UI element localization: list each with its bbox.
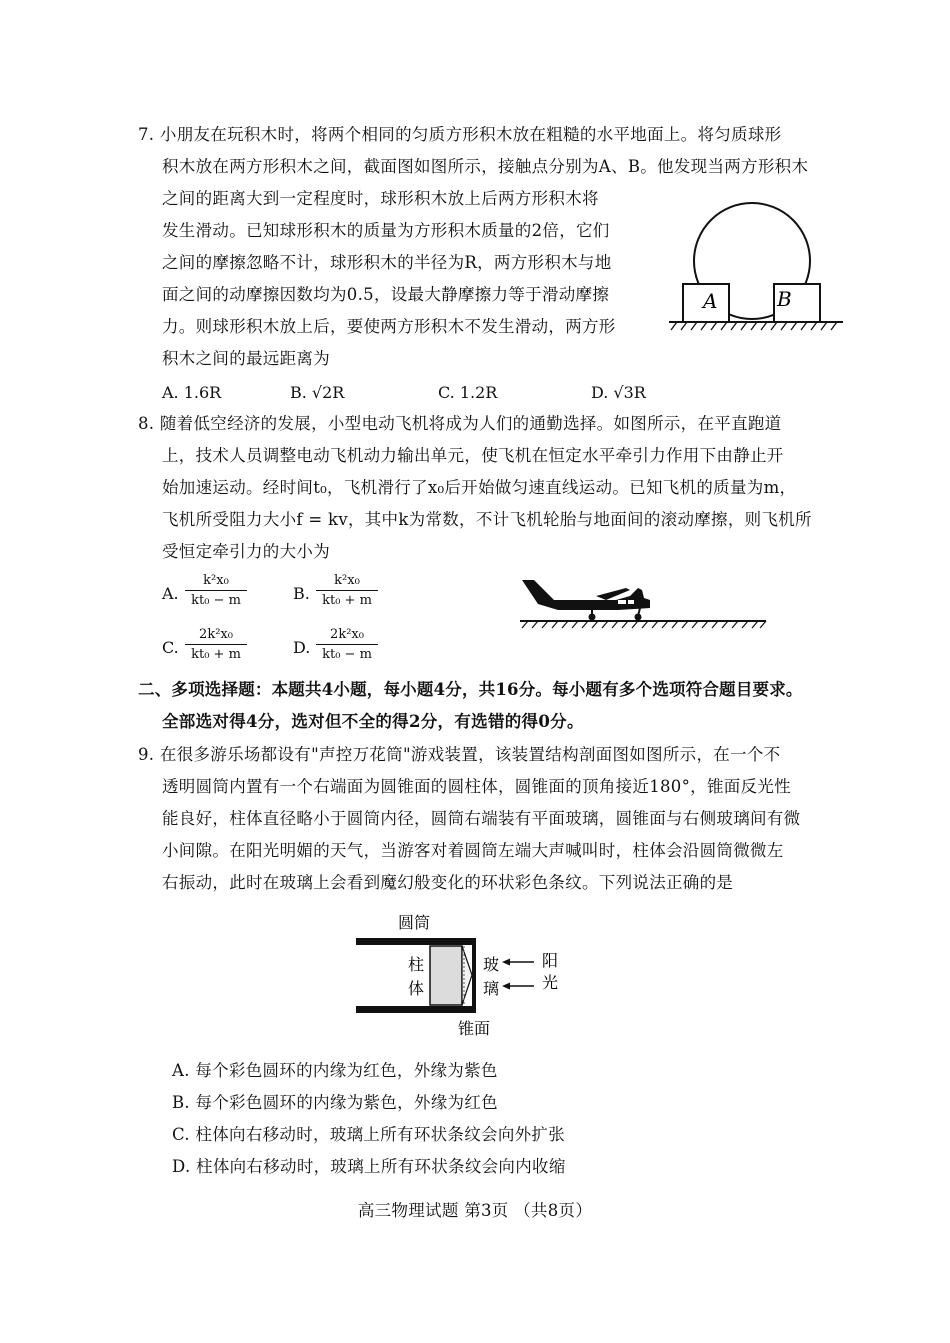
label-cylinder-2: 体: [408, 979, 425, 998]
section2-line-1: 二、多项选择题：本题共4小题，每小题4分，共16分。每小题有多个选项符合题目要求。: [138, 680, 803, 699]
q9-option-b: B. 每个彩色圆环的内缘为紫色，外缘为红色: [172, 1093, 498, 1112]
q8-option-d-fraction: [316, 626, 378, 663]
q8-option-d-label: D.: [293, 638, 311, 657]
label-tube: 圆筒: [398, 913, 431, 932]
cylinder-shape: [430, 946, 462, 1005]
q7-line-7: 力。则球形积木放上后，要使两方形积木不发生滑动，两方形: [162, 317, 616, 336]
tube-bottom-wall: [356, 1006, 474, 1013]
label-cylinder-1: 柱: [408, 955, 425, 974]
q9-option-c: C. 柱体向右移动时，玻璃上所有环状条纹会向外扩张: [172, 1125, 566, 1144]
label-cone: 锥面: [458, 1019, 491, 1038]
q8-c-denominator: kt₀ + m: [191, 647, 241, 662]
q8-line-2: 上，技术人员调整电动飞机动力输出单元，使飞机在恒定水平牵引力作用下由静止开: [162, 446, 784, 465]
q7-line-5: 之间的摩擦忽略不计，球形积木的半径为R，两方形积木与地: [162, 253, 612, 272]
tube-top-wall: [356, 938, 474, 945]
page-footer: 高三物理试题 第3页 （共8页）: [357, 1201, 593, 1220]
label-sun-1: 阳: [542, 951, 559, 970]
q8-option-a-label: A.: [162, 584, 179, 603]
q8-b-numerator: k²x₀: [334, 573, 360, 588]
q8-a-numerator: k²x₀: [203, 573, 229, 588]
q8-figure-airplane: [518, 572, 768, 632]
q8-line-3: 始加速运动。经时间t₀，飞机滑行了x₀后开始做匀速直线运动。已知飞机的质量为m，: [162, 478, 797, 497]
q9-line-2: 透明圆筒内置有一个右端面为圆锥面的圆柱体，圆锥面的顶角接近180°，锥面反光性: [162, 777, 791, 796]
q9-option-a: A. 每个彩色圆环的内缘为红色，外缘为紫色: [172, 1061, 498, 1080]
q8-d-denominator: kt₀ − m: [322, 647, 372, 662]
q8-c-numerator: 2k²x₀: [199, 627, 233, 642]
q7-line-8: 积木之间的最远距离为: [162, 349, 330, 368]
q7-figure-blocks-sphere: [655, 200, 855, 340]
q9-line-5: 右振动，此时在玻璃上会看到魔幻般变化的环状彩色条纹。下列说法正确的是: [162, 873, 734, 892]
q7-line-2: 积木放在两方形积木之间，截面图如图所示，接触点分别为A、B。他发现当两方形积木: [162, 157, 809, 176]
q8-option-b-label: B.: [293, 584, 310, 603]
q7-line-6: 面之间的动摩擦因数均为0.5，设最大静摩擦力等于滑动摩擦: [162, 285, 610, 304]
q9-figure-kaleidoscope: [352, 910, 582, 1040]
q8-a-denominator: kt₀ − m: [191, 593, 241, 608]
q8-d-numerator: 2k²x₀: [330, 627, 364, 642]
q8-option-c-label: C.: [162, 638, 179, 657]
label-glass-1: 玻: [483, 955, 500, 974]
q9-line-1: 9. 在很多游乐场都设有"声控万花筒"游戏装置，该装置结构剖面图如图所示，在一个不: [138, 745, 781, 764]
airplane-fuselage: [522, 580, 650, 610]
q7-line-3: 之间的距离大到一定程度时，球形积木放上后两方形积木将: [162, 189, 599, 208]
q9-line-3: 能良好，柱体直径略小于圆筒内径，圆筒右端装有平面玻璃，圆锥面与右侧玻璃间有微: [162, 809, 801, 828]
label-a: A: [703, 289, 718, 313]
label-glass-2: 璃: [483, 979, 500, 998]
label-b: B: [777, 287, 792, 311]
q8-line-4: 飞机所受阻力大小f = kv，其中k为常数，不计飞机轮胎与地面间的滚动摩擦，则飞机所: [162, 510, 812, 529]
section2-line-2: 全部选对得4分，选对但不全的得2分，有选错的得0分。: [162, 712, 584, 731]
q8-line-5: 受恒定牵引力的大小为: [162, 542, 330, 561]
q8-option-b-fraction: [316, 572, 378, 609]
q7-line-1: 7. 小朋友在玩积木时，将两个相同的匀质方形积木放在粗糙的水平地面上。将匀质球形: [138, 125, 782, 144]
glass-pane: [472, 938, 476, 1013]
q7-option-d: D. √3R: [591, 383, 646, 402]
q8-line-1: 8. 随着低空经济的发展，小型电动飞机将成为人们的通勤选择。如图所示，在平直跑道: [138, 414, 782, 433]
q8-option-a-fraction: [185, 572, 247, 609]
q9-option-d: D. 柱体向右移动时，玻璃上所有环状条纹会向内收缩: [172, 1157, 566, 1176]
q7-line-4: 发生滑动。已知球形积木的质量为方形积木质量的2倍，它们: [162, 221, 610, 240]
q7-option-b: B. √2R: [290, 383, 345, 402]
q7-option-c: C. 1.2R: [438, 383, 498, 402]
q9-line-4: 小间隙。在阳光明媚的天气，当游客对着圆筒左端大声喊叫时，柱体会沿圆筒微微左: [162, 841, 784, 860]
q8-b-denominator: kt₀ + m: [322, 593, 372, 608]
q7-option-a: A. 1.6R: [162, 383, 222, 402]
label-sun-2: 光: [542, 973, 559, 992]
q8-option-c-fraction: [185, 626, 247, 663]
